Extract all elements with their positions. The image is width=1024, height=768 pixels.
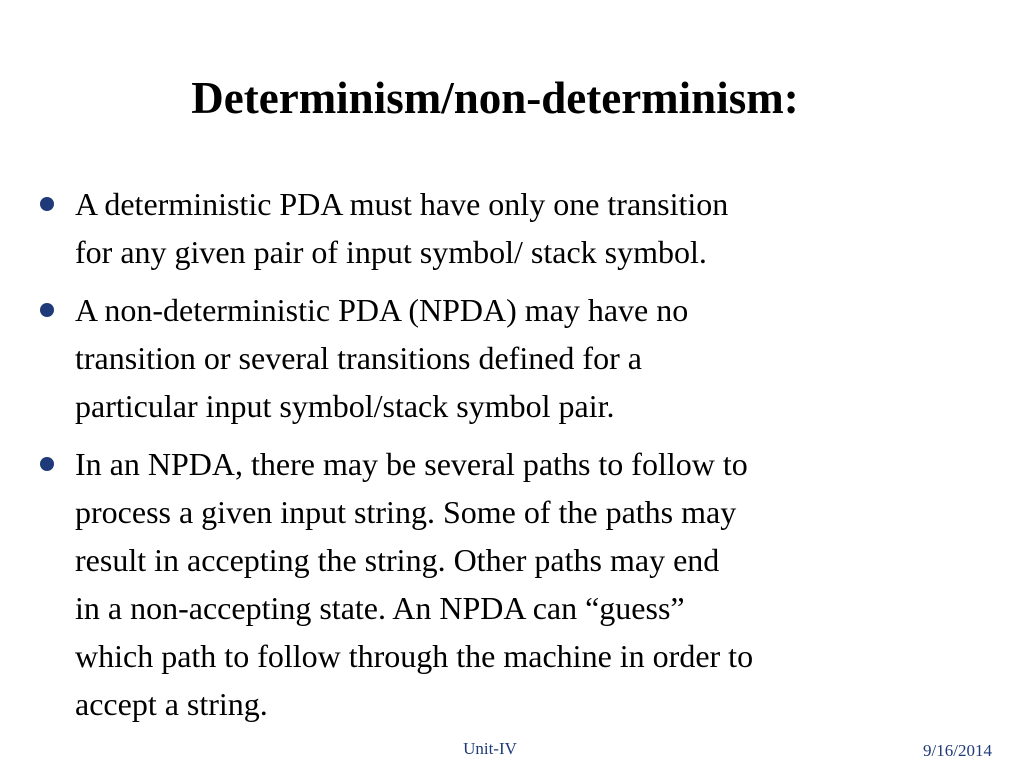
- bullet-item: [36, 440, 936, 728]
- bullet-line: transition or several transitions defined for a: [75, 340, 642, 376]
- bullet-line: In an NPDA, there may be several paths to follow to: [75, 446, 748, 482]
- bullet-line: accept a string.: [75, 686, 268, 722]
- bullet-line: which path to follow through the machine in order to: [75, 638, 754, 674]
- bullet-line: A non-deterministic PDA (NPDA) may have no: [75, 292, 689, 328]
- bullet-line: result in accepting the string. Other paths may end: [75, 542, 720, 578]
- bullet-line: A deterministic PDA must have only one transition: [75, 186, 729, 222]
- bullet-list: [36, 180, 936, 738]
- bullet-item: [36, 286, 936, 430]
- bullet-line: process a given input string. Some of the paths may: [75, 494, 737, 530]
- slide-title: Determinism/non-determinism:: [191, 73, 799, 123]
- bullet-line: particular input symbol/stack symbol pair.: [75, 388, 615, 424]
- bullet-dot-icon: [40, 457, 54, 471]
- bullet-line: in a non-accepting state. An NPDA can “guess”: [75, 590, 685, 626]
- bullet-item: [36, 180, 936, 276]
- footer-date: 9/16/2014: [923, 741, 992, 760]
- bullet-dot-icon: [40, 303, 54, 317]
- footer-unit-label: Unit-IV: [463, 739, 517, 758]
- bullet-line: for any given pair of input symbol/ stack symbol.: [75, 234, 707, 270]
- bullet-dot-icon: [40, 197, 54, 211]
